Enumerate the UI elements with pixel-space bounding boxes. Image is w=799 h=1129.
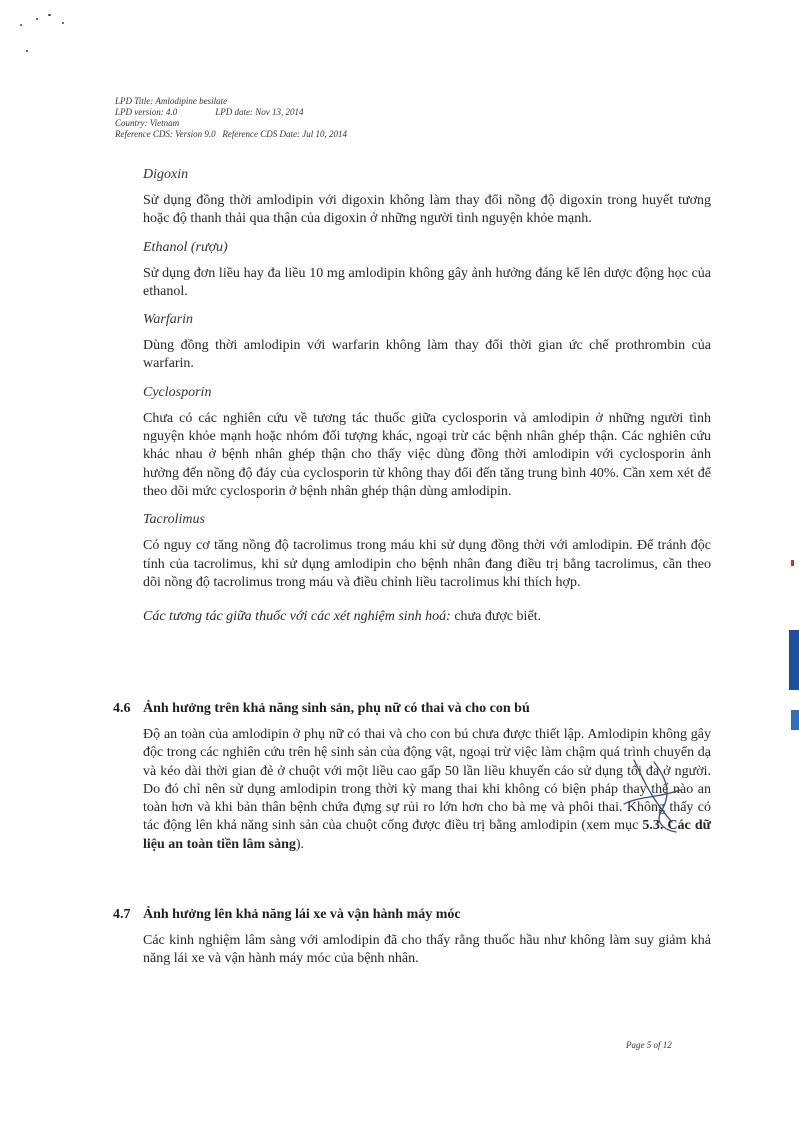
section-4-6-title: Ảnh hưởng trên khả năng sinh sản, phụ nữ có thai và cho con bú — [143, 701, 530, 716]
header-version-row — [115, 107, 455, 118]
section-4-6-number: 4.6 — [113, 701, 131, 716]
section-4-6-ref: 5.3. Các dữ liệu an toàn tiền lâm sàng — [143, 818, 712, 852]
ethanol-title: Ethanol (rượu) — [143, 239, 228, 255]
section-4-7-text: Các kinh nghiệm lâm sàng với amlodipin đã cho thấy rằng thuốc hầu như không làm suy giảm khả năng lái xe và vận hành máy móc của bệnh nhân. — [143, 933, 711, 967]
header-ref-cds-date: Reference CDS Date: Jul 10, 2014 — [222, 129, 348, 139]
signature-mark — [614, 752, 694, 842]
warfarin-title: Warfarin — [143, 312, 194, 328]
header-lpd-date: LPD date: Nov 13, 2014 — [215, 107, 304, 117]
lab-tests-text: chưa được biết. — [450, 609, 542, 625]
page-number: Page 5 of 12 — [626, 1040, 672, 1050]
section-4-6-heading — [113, 700, 713, 718]
section-4-6-text-after: ). — [295, 836, 305, 852]
section-4-7-title: Ảnh hưởng lên khả năng lái xe và vận hành máy móc — [143, 907, 461, 922]
digoxin-title: Digoxin — [143, 167, 189, 182]
lab-tests-paragraph — [143, 608, 711, 626]
cyclosporin-title: Cyclosporin — [143, 384, 212, 400]
cyclosporin-text: Chưa có các nghiên cứu về tương tác thuốc giữa cyclosporin và amlodipin ở những người tình nguyện khỏe mạnh hoặc nhóm đối tượng khác, ngoại trừ các bệnh nhân ghép thận. Các nghiên cứu khác nhau ở bệnh nhân ghép thận cho thấy việc dùng đồng thời amlodipin với cyclosporin ảnh hưởng đến nồng độ đáy của cyclosporin từ không thay đổi đến tăng trung bình 40%. Cần xem xét để theo dõi mức cyclosporin ở bệnh nhân ghép thận dùng amlodipin. — [143, 410, 711, 499]
warfarin-text: Dùng đồng thời amlodipin với warfarin không làm thay đổi thời gian ức chế prothrombin của warfarin. — [143, 338, 711, 372]
header-reference-row — [115, 129, 455, 140]
document-header — [115, 96, 455, 140]
edge-color-marks — [785, 520, 799, 750]
section-4-6-text-before: Độ an toàn của amlodipin ở phụ nữ có thai và cho con bú chưa được thiết lập. Amlodipin không gây độc trong các nghiên cứu trên hệ sinh sản của động vật, ngoại trừ việc làm chậm quá trình chuyển dạ và kéo dài thời gian đẻ ở chuột với một liều cao gấp 50 lần liều khuyến cáo sử dụng tối đa ở người. Do đó chỉ nên sử dụng amlodipin trong thời kỳ mang thai khi không có biện pháp thay thế nào an toàn hơn và khi bản thân bệnh chứa đựng sự rủi ro lớn hơn cho bà mẹ và phôi thai. Không thấy có tác động lên khả năng sinh sản của chuột cống được điều trị bằng amlodipin (xem mục — [143, 727, 711, 834]
header-country: Country: Vietnam — [115, 118, 180, 128]
section-4-7-number: 4.7 — [113, 907, 131, 922]
tacrolimus-text: Có nguy cơ tăng nồng độ tacrolimus trong máu khi sử dụng đồng thời với amlodipin. Để tránh độc tính của tacrolimus, khi sử dụng amlodipin cho bệnh nhân đang điều trị bằng tacrolimus, cần theo dõi nồng độ tacrolimus trong máu và điều chỉnh liều tacrolimus khi thích hợp. — [143, 538, 711, 590]
header-lpd-version: LPD version: 4.0 — [115, 107, 178, 117]
digoxin-text: Sử dụng đồng thời amlodipin với digoxin không làm thay đổi nồng độ digoxin trong huyết tương hoặc độ thanh thải qua thận của digoxin ở những người tình nguyện khỏe mạnh. — [143, 193, 711, 227]
scan-specks — [18, 10, 68, 60]
section-4-7-heading — [113, 906, 713, 924]
header-lpd-title: LPD Title: Amlodipine besilate — [115, 96, 228, 106]
lab-tests-label: Các tương tác giữa thuốc với các xét nghiệm sinh hoá: — [143, 609, 451, 625]
ethanol-text: Sử dụng đơn liều hay đa liều 10 mg amlodipin không gây ảnh hưởng đáng kể lên dược động học của ethanol. — [143, 265, 711, 299]
tacrolimus-title: Tacrolimus — [143, 512, 205, 528]
header-ref-cds-version: Reference CDS: Version 9.0 — [115, 129, 216, 139]
section-4-7 — [113, 906, 713, 979]
interactions-content — [143, 166, 711, 636]
